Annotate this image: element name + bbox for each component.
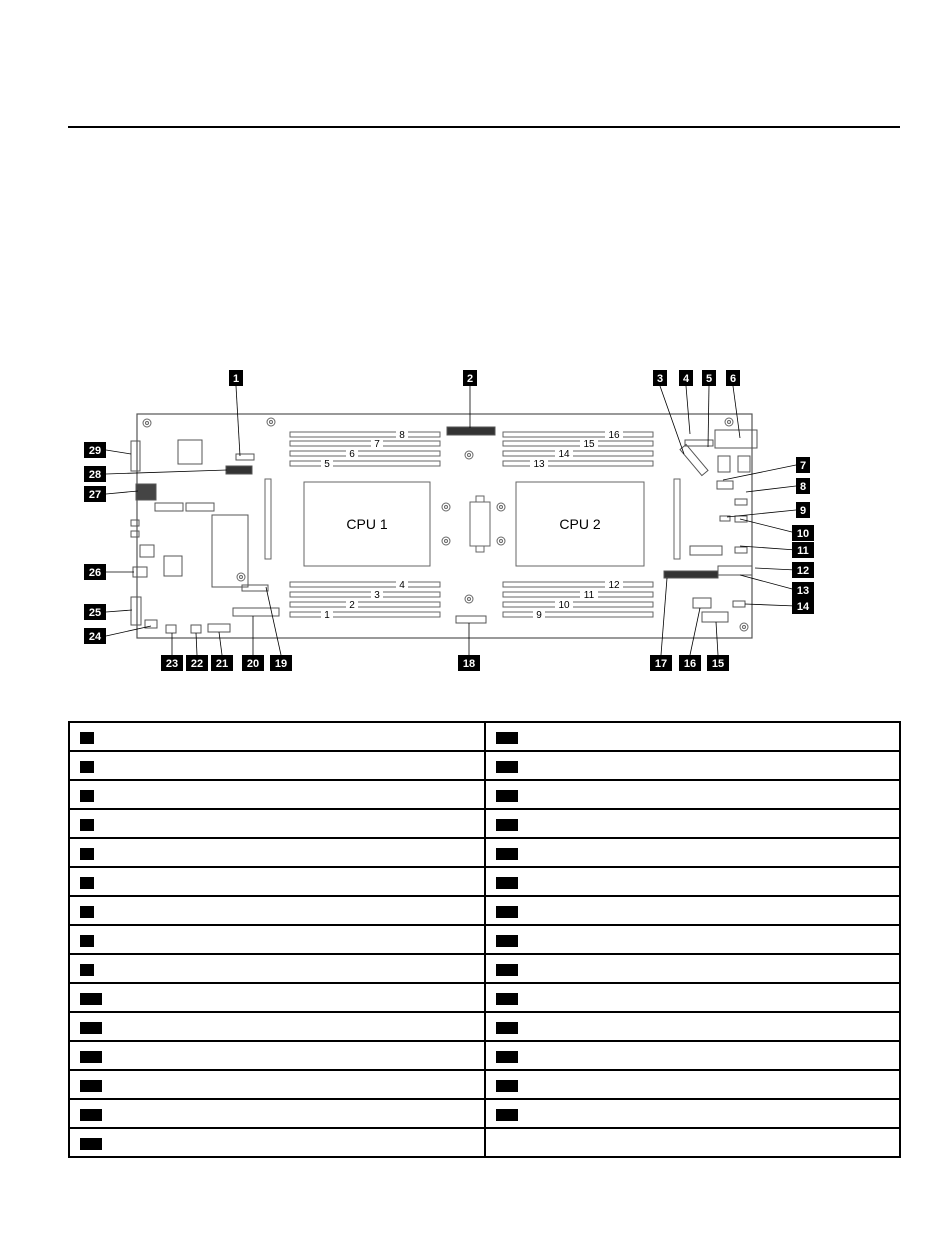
legend-cell-right bbox=[485, 838, 901, 867]
legend-badge: 16 bbox=[496, 732, 518, 744]
legend-badge: 1 bbox=[80, 732, 94, 744]
legend-badge: 5 bbox=[80, 848, 94, 860]
legend-cell-right bbox=[485, 1041, 901, 1070]
callout-17: 17 bbox=[654, 658, 668, 670]
callout-7: 7 bbox=[799, 460, 807, 472]
cpu-1-label: CPU 1 bbox=[346, 516, 388, 532]
cpu-2-label: CPU 2 bbox=[559, 516, 601, 532]
callout-13: 13 bbox=[796, 585, 810, 597]
callout-27: 27 bbox=[88, 489, 102, 501]
legend-cell-right bbox=[485, 896, 901, 925]
callout-19: 19 bbox=[274, 658, 288, 670]
callout-20: 20 bbox=[246, 658, 260, 670]
callout-25: 25 bbox=[88, 607, 102, 619]
callout-18: 18 bbox=[462, 658, 476, 670]
callout-5: 5 bbox=[705, 373, 713, 385]
legend-badge: 6 bbox=[80, 877, 94, 889]
dimm-slots-top-left bbox=[290, 432, 440, 466]
mounting-holes bbox=[143, 418, 748, 631]
legend-row bbox=[69, 751, 900, 780]
legend-row bbox=[69, 780, 900, 809]
dimm-label-4: 4 bbox=[399, 580, 405, 591]
dimm-label-5: 5 bbox=[324, 459, 330, 470]
legend-row bbox=[69, 1012, 900, 1041]
legend-cell-left bbox=[69, 838, 485, 867]
legend-badge: 4 bbox=[80, 819, 94, 831]
legend-cell-right bbox=[485, 867, 901, 896]
callout-14: 14 bbox=[796, 601, 810, 613]
callout-10: 10 bbox=[796, 528, 810, 540]
dimm-label-6: 6 bbox=[349, 449, 355, 460]
legend-cell-right bbox=[485, 751, 901, 780]
legend-row bbox=[69, 983, 900, 1012]
legend-badge: 2 bbox=[80, 761, 94, 773]
legend-row bbox=[69, 838, 900, 867]
legend-cell-right bbox=[485, 954, 901, 983]
legend-badge: 21 bbox=[496, 877, 518, 889]
legend-cell-right bbox=[485, 983, 901, 1012]
legend-cell-left bbox=[69, 1099, 485, 1128]
legend-cell-right bbox=[485, 1099, 901, 1128]
legend-cell-left bbox=[69, 751, 485, 780]
legend-cell-left bbox=[69, 1128, 485, 1157]
legend-badge: 10 bbox=[80, 993, 102, 1005]
legend-row bbox=[69, 1041, 900, 1070]
legend-badge: 28 bbox=[496, 1080, 518, 1092]
legend-cell-left bbox=[69, 983, 485, 1012]
legend-badge: 11 bbox=[80, 1022, 102, 1034]
legend-badge: 14 bbox=[80, 1109, 102, 1121]
callout-12: 12 bbox=[796, 565, 810, 577]
callout-2: 2 bbox=[466, 373, 474, 385]
legend-row bbox=[69, 1099, 900, 1128]
vertical-slot-left bbox=[265, 479, 271, 559]
callout-1: 1 bbox=[232, 373, 240, 385]
legend-badge: 3 bbox=[80, 790, 94, 802]
legend-cell-right bbox=[485, 780, 901, 809]
callout-3: 3 bbox=[656, 373, 664, 385]
legend-badge: 22 bbox=[496, 906, 518, 918]
left-components bbox=[131, 440, 279, 633]
legend-cell-left bbox=[69, 925, 485, 954]
legend-badge: 8 bbox=[80, 935, 94, 947]
legend-cell-right bbox=[485, 1012, 901, 1041]
dimm-label-11: 11 bbox=[583, 590, 595, 601]
callout-4: 4 bbox=[682, 373, 690, 385]
callout-11: 11 bbox=[797, 545, 809, 557]
leader-lines bbox=[106, 386, 796, 655]
legend-row bbox=[69, 1070, 900, 1099]
callout-22: 22 bbox=[190, 658, 204, 670]
legend-badge: 12 bbox=[80, 1051, 102, 1063]
legend-row bbox=[69, 954, 900, 983]
legend-cell-left bbox=[69, 867, 485, 896]
dimm-slots-bottom-left bbox=[290, 582, 440, 617]
dimm-slots-top-right bbox=[503, 432, 653, 466]
legend-row bbox=[69, 896, 900, 925]
dimm-label-15: 15 bbox=[583, 439, 595, 450]
dimm-label-10: 10 bbox=[558, 600, 570, 611]
callout-badges bbox=[84, 370, 814, 671]
legend-row bbox=[69, 925, 900, 954]
legend-cell-right bbox=[485, 1070, 901, 1099]
legend-badge: 7 bbox=[80, 906, 94, 918]
legend-cell-left bbox=[69, 1041, 485, 1070]
legend-cell-right bbox=[485, 722, 901, 751]
legend-badge: 29 bbox=[496, 1109, 518, 1121]
legend-cell-right bbox=[485, 809, 901, 838]
legend-badge: 24 bbox=[496, 964, 518, 976]
dimm-label-16: 16 bbox=[608, 430, 620, 441]
callout-21: 21 bbox=[215, 658, 229, 670]
dimm-label-1: 1 bbox=[324, 610, 330, 621]
dimm-label-14: 14 bbox=[558, 449, 570, 460]
legend-row bbox=[69, 722, 900, 751]
callout-8: 8 bbox=[799, 481, 807, 493]
legend-cell-left bbox=[69, 809, 485, 838]
legend-badge: 25 bbox=[496, 993, 518, 1005]
dimm-label-2: 2 bbox=[349, 600, 355, 611]
dimm-label-3: 3 bbox=[374, 590, 380, 601]
callout-29: 29 bbox=[88, 445, 102, 457]
dimm-label-12: 12 bbox=[608, 580, 620, 591]
legend-cell-left bbox=[69, 896, 485, 925]
callout-23: 23 bbox=[165, 658, 179, 670]
legend-cell-left bbox=[69, 954, 485, 983]
legend-row bbox=[69, 809, 900, 838]
legend-badge: 18 bbox=[496, 790, 518, 802]
callout-legend-table bbox=[68, 721, 901, 1158]
center-chipset bbox=[470, 502, 490, 546]
legend-badge: 26 bbox=[496, 1022, 518, 1034]
legend-badge: 13 bbox=[80, 1080, 102, 1092]
legend-cell-right bbox=[485, 1128, 901, 1157]
dimm-slots-bottom-right bbox=[503, 582, 653, 617]
callout-15: 15 bbox=[711, 658, 725, 670]
legend-badge: 20 bbox=[496, 848, 518, 860]
legend-cell-right bbox=[485, 925, 901, 954]
legend-cell-left bbox=[69, 1070, 485, 1099]
legend-badge: 27 bbox=[496, 1051, 518, 1063]
callout-16: 16 bbox=[683, 658, 697, 670]
legend-cell-left bbox=[69, 780, 485, 809]
legend-badge: 9 bbox=[80, 964, 94, 976]
dimm-label-8: 8 bbox=[399, 430, 405, 441]
board-outline bbox=[137, 414, 752, 638]
callout-9: 9 bbox=[799, 505, 807, 517]
dimm-label-13: 13 bbox=[533, 459, 545, 470]
legend-row bbox=[69, 1128, 900, 1157]
legend-badge: 19 bbox=[496, 819, 518, 831]
dimm-label-7: 7 bbox=[374, 439, 380, 450]
callout-26: 26 bbox=[88, 567, 102, 579]
legend-badge: 15 bbox=[80, 1138, 102, 1150]
legend-badge: 17 bbox=[496, 761, 518, 773]
legend-cell-left bbox=[69, 722, 485, 751]
vertical-slot-right bbox=[674, 479, 680, 559]
callout-6: 6 bbox=[729, 373, 737, 385]
legend-row bbox=[69, 867, 900, 896]
legend-cell-left bbox=[69, 1012, 485, 1041]
callout-28: 28 bbox=[88, 469, 102, 481]
callout-24: 24 bbox=[88, 631, 102, 643]
legend-badge: 23 bbox=[496, 935, 518, 947]
dimm-label-9: 9 bbox=[536, 610, 542, 621]
